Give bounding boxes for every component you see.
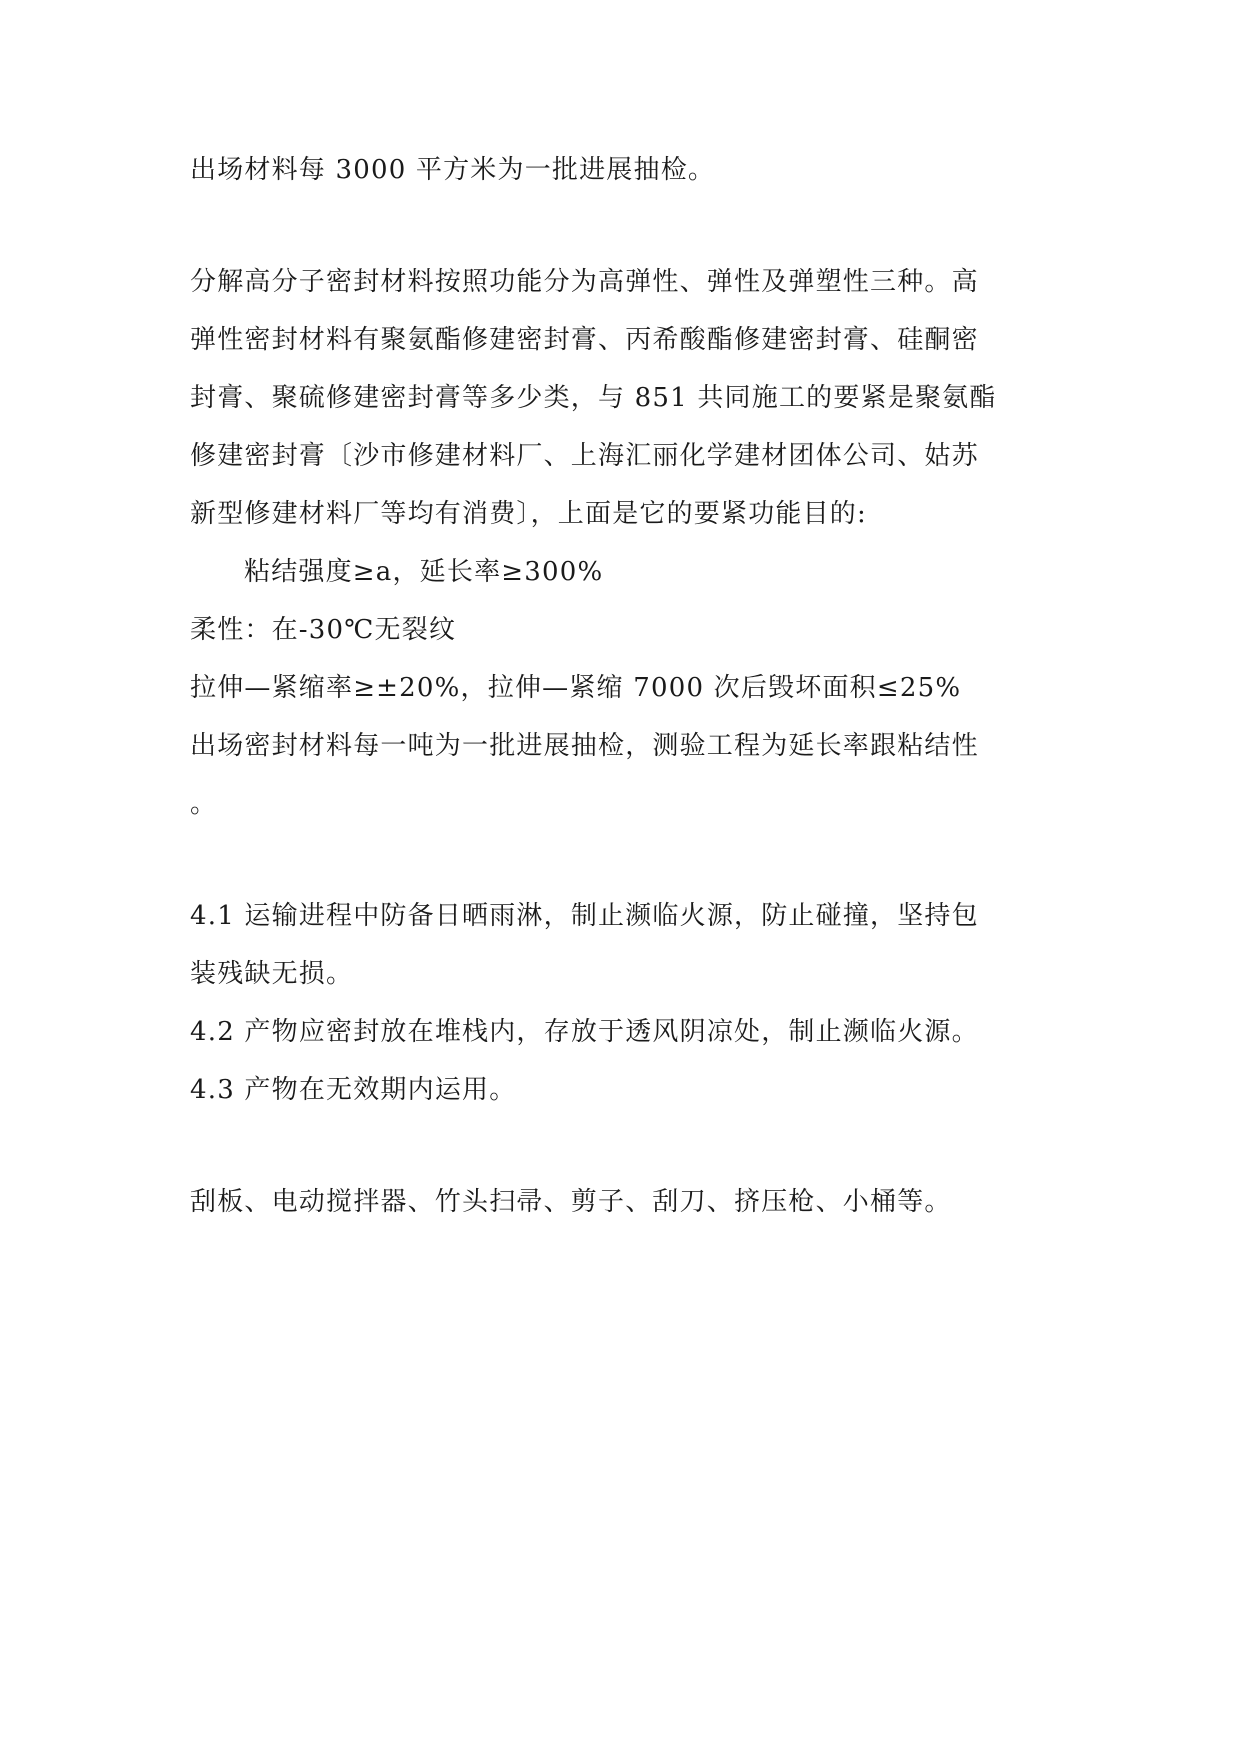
spec-tension-compression: 拉伸—紧缩率≥±20%，拉伸—紧缩 7000 次后毁坏面积≤25% [190,673,962,703]
paragraph-sealant-types-line-2: 弹性密封材料有聚氨酯修建密封膏、丙希酸酯修建密封膏、硅酮密 [190,325,979,355]
spec-inspection-line-1: 出场密封材料每一吨为一批进展抽检，测验工程为延长率跟粘结性 [190,731,979,761]
paragraph-sealant-types-line-4: 修建密封膏〔沙市修建材料厂、上海汇丽化学建材团体公司、姑苏 [190,441,979,471]
paragraph-sealant-types-line-1: 分解高分子密封材料按照功能分为高弹性、弹性及弹塑性三种。高 [190,267,979,297]
storage-item-4-1-line-2: 装残缺无损。 [190,959,354,989]
spec-adhesion-elongation: 粘结强度≥a，延长率≥300% [244,557,604,587]
storage-item-4-3: 4.3 产物在无效期内运用。 [190,1075,517,1105]
paragraph-sealant-types-line-5: 新型修建材料厂等均有消费〕，上面是它的要紧功能目的: [190,499,867,529]
spec-flexibility: 柔性：在-30℃无裂纹 [190,615,457,645]
paragraph-sealant-types-line-3: 封膏、聚硫修建密封膏等多少类，与 851 共同施工的要紧是聚氨酯 [190,383,997,413]
storage-item-4-1-line-1: 4.1 运输进程中防备日晒雨淋，制止濒临火源，防止碰撞，坚持包 [190,901,979,931]
tools-list: 刮板、电动搅拌器、竹头扫帚、剪子、刮刀、挤压枪、小桶等。 [190,1187,952,1217]
spec-inspection-line-2: 。 [190,789,218,819]
paragraph-batch-inspection: 出场材料每 3000 平方米为一批进展抽检。 [190,155,716,185]
storage-item-4-2: 4.2 产物应密封放在堆栈内，存放于透风阴凉处，制止濒临火源。 [190,1017,979,1047]
